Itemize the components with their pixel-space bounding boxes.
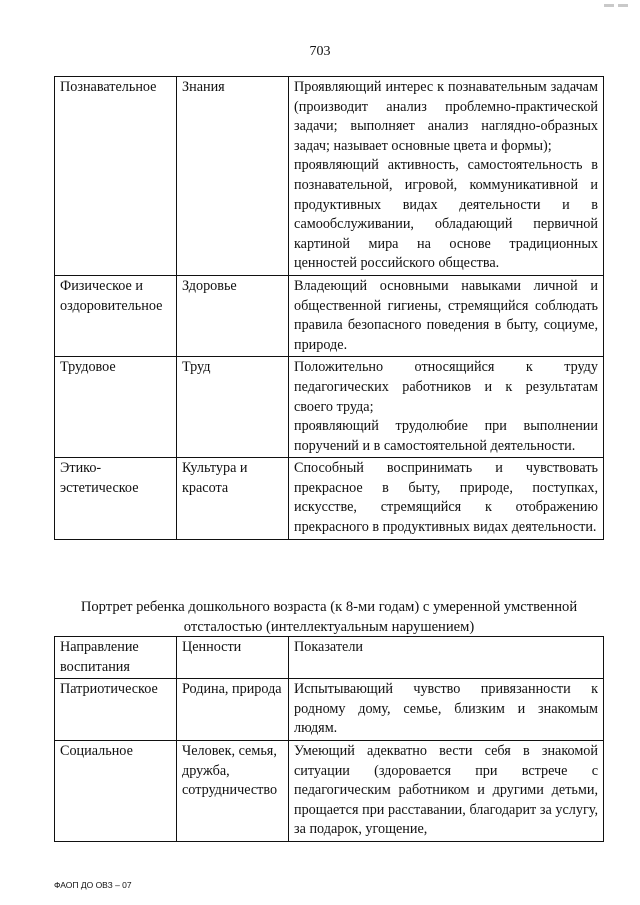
value-cell: Знания: [177, 77, 289, 276]
indicator-text: проявляющий трудолюбие при выполнении поручений и в самостоятельной деятельности.: [294, 418, 598, 454]
direction-cell: Познавательное: [55, 77, 177, 276]
indicator-text: Проявляющий интерес к познавательным задачам (производит анализ проблемно-практической задачи; выполняет анализ наглядно-образных задач; называет основные цвета и формы);: [294, 79, 598, 154]
page-number: 703: [309, 44, 331, 59]
direction-cell: Этико-эстетическое: [55, 458, 177, 539]
value-cell: Труд: [177, 357, 289, 458]
indicators-cell: [289, 77, 604, 276]
section-title: Портрет ребенка дошкольного возраста (к 8-ми годам) с умеренной умственной отсталостью (интеллектуальным нарушением): [80, 599, 578, 635]
direction-cell: Патриотическое: [55, 679, 177, 741]
indicator-text: Умеющий адекватно вести себя в знакомой ситуации (здоровается при встрече с педагогическим работником и другими детьми, прощается при расставании, благодарит за услугу, за подарок, угощение,: [294, 742, 598, 838]
header-indicators: Показатели: [289, 637, 604, 679]
value-cell: Родина, природа: [177, 679, 289, 741]
table-row: [55, 77, 604, 276]
table-header-row: [55, 637, 604, 679]
header-direction: Направление воспитания: [55, 637, 177, 679]
values-table-top: [54, 76, 604, 540]
indicator-text: Положительно относящийся к труду педагогических работников и к результатам своего труда;: [294, 359, 598, 415]
indicators-cell: [289, 679, 604, 741]
table-row: [55, 458, 604, 539]
indicator-text: Испытывающий чувство привязанности к родному дому, семье, близким и знакомым людям.: [294, 681, 598, 737]
table-row: [55, 275, 604, 356]
direction-cell: Трудовое: [55, 357, 177, 458]
footer-label: ФАОП ДО ОВЗ – 07: [54, 880, 132, 890]
indicator-text: Способный воспринимать и чувствовать прекрасное в быту, природе, поступках, искусстве, стремящийся к отображению прекрасного в продуктивных видах деятельности.: [294, 460, 598, 536]
value-cell: Здоровье: [177, 275, 289, 356]
values-table-bottom: [54, 636, 604, 842]
value-cell: Человек, семья, дружба, сотрудничество: [177, 740, 289, 841]
indicators-cell: [289, 458, 604, 539]
table-row: [55, 740, 604, 841]
direction-cell: Физическое и оздоровительное: [55, 275, 177, 356]
indicators-cell: [289, 357, 604, 458]
scan-mark: [604, 4, 614, 7]
direction-cell: Социальное: [55, 740, 177, 841]
indicators-cell: [289, 740, 604, 841]
table-row: [55, 357, 604, 458]
indicator-text: проявляющий активность, самостоятельность в познавательной, игровой, коммуникативной и продуктивных видах деятельности и в самообслуживании, обладающий первичной картиной мира на основе традиционных ценностей российского общества.: [294, 157, 598, 272]
table-row: [55, 679, 604, 741]
value-cell: Культура и красота: [177, 458, 289, 539]
header-value: Ценности: [177, 637, 289, 679]
scan-mark: [618, 4, 628, 7]
indicators-cell: [289, 275, 604, 356]
indicator-text: Владеющий основными навыками личной и общественной гигиены, стремящийся соблюдать правила безопасного поведения в быту, социуме, природе.: [294, 277, 598, 353]
